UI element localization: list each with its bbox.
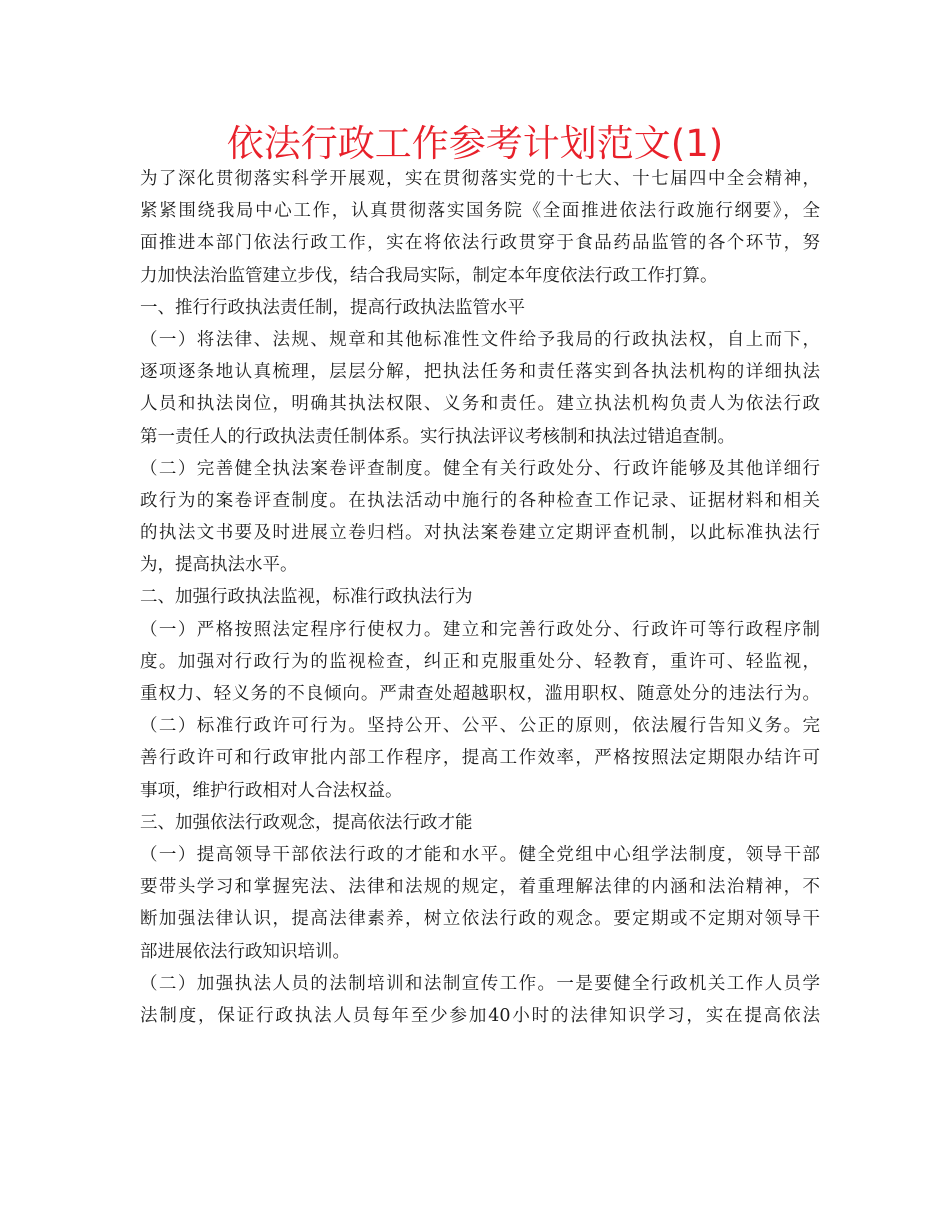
body-text-line: 法制度，保证行政执法人员每年至少参加40小时的法律知识学习，实在提高依法 bbox=[140, 1005, 820, 1026]
body-text-line: 政行为的案卷评查制度。在执法活动中施行的各种检查工作记录、证据材料和相关 bbox=[140, 490, 820, 511]
document-body bbox=[140, 163, 820, 1032]
body-text-line: （一）提高领导干部依法行政的才能和水平。健全党组中心组学法制度，领导干部 bbox=[140, 844, 820, 865]
body-text-line: 一、推行行政执法责任制，提高行政执法监管水平 bbox=[140, 297, 525, 318]
body-text-line: 力加快法治监管建立步伐，结合我局实际，制定本年度依法行政工作打算。 bbox=[140, 265, 718, 286]
body-text-line: 第一责任人的行政执法责任制体系。实行执法评议考核制和执法过错追查制。 bbox=[140, 426, 735, 447]
body-text-line: 人员和执法岗位，明确其执法权限、义务和责任。建立执法机构负责人为依法行政 bbox=[140, 394, 820, 415]
body-text-line: （一）将法律、法规、规章和其他标准性文件给予我局的行政执法权，自上而下， bbox=[140, 329, 820, 350]
body-text-line: 面推进本部门依法行政工作，实在将依法行政贯穿于食品药品监管的各个环节，努 bbox=[140, 233, 820, 254]
body-text-line: （二）加强执法人员的法制培训和法制宣传工作。一是要健全行政机关工作人员学 bbox=[140, 973, 820, 994]
body-text-line: 三、加强依法行政观念，提高依法行政才能 bbox=[140, 812, 473, 833]
body-text-line: 为了深化贯彻落实科学开展观，实在贯彻落实党的十七大、十七届四中全会精神， bbox=[140, 169, 820, 189]
body-text-line: 度。加强对行政行为的监视检查，纠正和克服重处分、轻教育，重许可、轻监视， bbox=[140, 651, 820, 672]
body-text-line: 为，提高执法水平。 bbox=[140, 555, 298, 576]
body-text-line: 善行政许可和行政审批内部工作程序，提高工作效率，严格按照法定期限办结许可 bbox=[140, 748, 820, 769]
body-text-line: （一）严格按照法定程序行使权力。建立和完善行政处分、行政许可等行政程序制 bbox=[140, 619, 820, 640]
body-text-line: （二）完善健全执法案卷评查制度。健全有关行政处分、行政许能够及其他详细行 bbox=[140, 458, 820, 479]
body-text-line: 部进展依法行政知识培训。 bbox=[140, 941, 350, 962]
body-text-line: 要带头学习和掌握宪法、法律和法规的规定，着重理解法律的内涵和法治精神，不 bbox=[140, 877, 820, 898]
body-text-line: 二、加强行政执法监视，标准行政执法行为 bbox=[140, 587, 473, 608]
body-text-line: 逐项逐条地认真梳理，层层分解，把执法任务和责任落实到各执法机构的详细执法 bbox=[140, 362, 820, 383]
body-text-line: 紧紧围绕我局中心工作，认真贯彻落实国务院《全面推进依法行政施行纲要》，全 bbox=[140, 201, 820, 222]
document-title: 依法行政工作参考计划范文(1) bbox=[226, 122, 724, 165]
body-text-line: 的执法文书要及时进展立卷归档。对执法案卷建立定期评查机制，以此标准执法行 bbox=[140, 523, 820, 544]
body-text-line: （二）标准行政许可行为。坚持公开、公平、公正的原则，依法履行告知义务。完 bbox=[140, 716, 820, 737]
body-text-line: 断加强法律认识，提高法律素养，树立依法行政的观念。要定期或不定期对领导干 bbox=[140, 909, 820, 930]
body-text-line: 重权力、轻义务的不良倾向。严肃查处超越职权，滥用职权、随意处分的违法行为。 bbox=[140, 684, 820, 704]
body-text-line: 事项，维护行政相对人合法权益。 bbox=[140, 780, 403, 801]
